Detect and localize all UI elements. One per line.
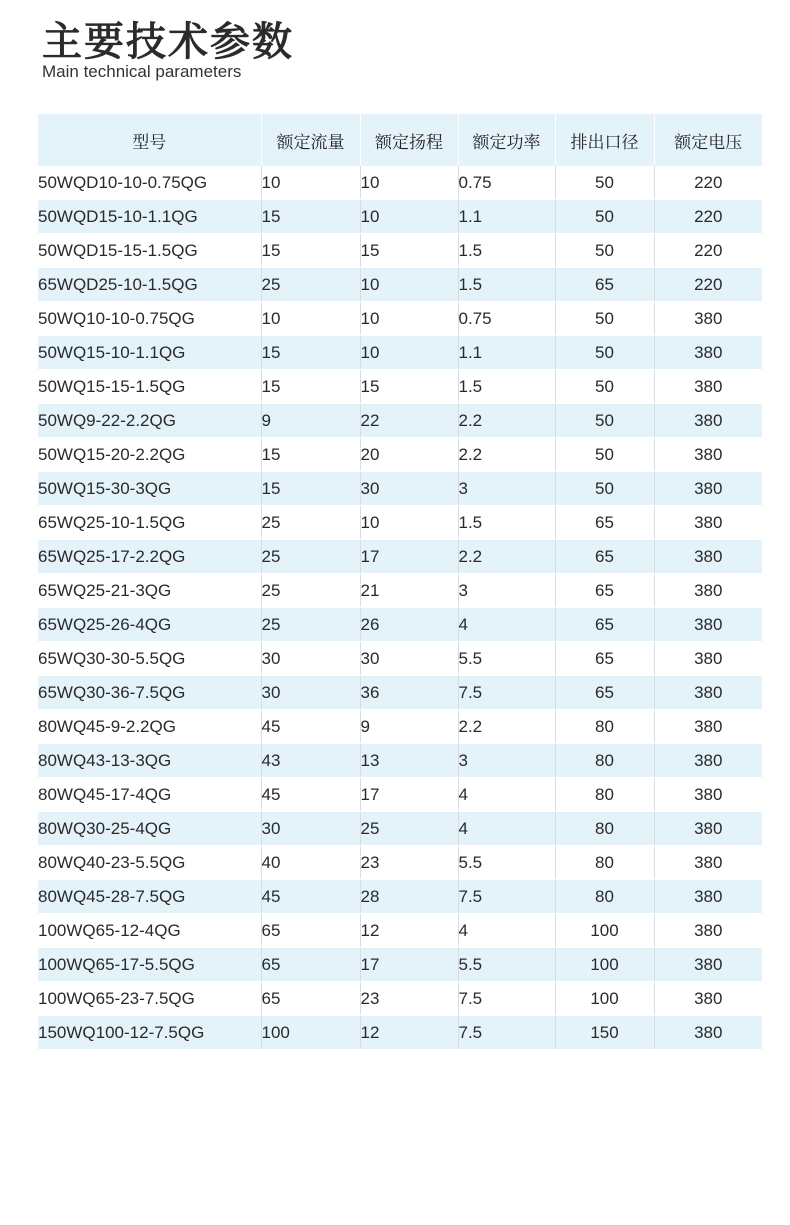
table-row: [38, 642, 762, 676]
model-cell: 50WQD15-15-1.5QG: [38, 234, 261, 268]
model-cell: 65WQ25-21-3QG: [38, 574, 261, 608]
table-row: [38, 234, 762, 268]
rated-flow-cell: 25: [261, 608, 360, 642]
column-header-rated-power: 额定功率: [458, 114, 555, 166]
rated-power-cell: 4: [458, 914, 555, 948]
table-header-row: [38, 114, 762, 166]
outlet-diameter-cell: 50: [555, 336, 654, 370]
model-cell: 50WQ15-20-2.2QG: [38, 438, 261, 472]
outlet-diameter-cell: 50: [555, 370, 654, 404]
rated-flow-cell: 65: [261, 914, 360, 948]
rated-voltage-cell: 380: [654, 438, 762, 472]
page-title: 主要技术参数: [42, 19, 294, 65]
rated-voltage-cell: 380: [654, 302, 762, 336]
rated-head-cell: 10: [360, 506, 458, 540]
column-header-model: 型号: [38, 114, 261, 166]
table-row: [38, 438, 762, 472]
rated-voltage-cell: 380: [654, 710, 762, 744]
rated-voltage-cell: 380: [654, 880, 762, 914]
outlet-diameter-cell: 80: [555, 744, 654, 778]
rated-flow-cell: 65: [261, 948, 360, 982]
outlet-diameter-cell: 100: [555, 914, 654, 948]
rated-voltage-cell: 380: [654, 642, 762, 676]
outlet-diameter-cell: 80: [555, 778, 654, 812]
rated-power-cell: 3: [458, 574, 555, 608]
rated-head-cell: 17: [360, 948, 458, 982]
model-cell: 80WQ30-25-4QG: [38, 812, 261, 846]
rated-flow-cell: 15: [261, 336, 360, 370]
rated-power-cell: 7.5: [458, 982, 555, 1016]
rated-power-cell: 4: [458, 608, 555, 642]
table-row: [38, 710, 762, 744]
rated-voltage-cell: 380: [654, 370, 762, 404]
rated-voltage-cell: 380: [654, 744, 762, 778]
rated-power-cell: 5.5: [458, 846, 555, 880]
rated-flow-cell: 15: [261, 234, 360, 268]
rated-voltage-cell: 380: [654, 846, 762, 880]
model-cell: 65WQ30-30-5.5QG: [38, 642, 261, 676]
rated-head-cell: 26: [360, 608, 458, 642]
rated-head-cell: 10: [360, 166, 458, 200]
model-cell: 50WQ15-15-1.5QG: [38, 370, 261, 404]
rated-head-cell: 17: [360, 540, 458, 574]
rated-voltage-cell: 380: [654, 404, 762, 438]
rated-flow-cell: 30: [261, 642, 360, 676]
table-row: [38, 404, 762, 438]
table-row: [38, 676, 762, 710]
model-cell: 80WQ45-9-2.2QG: [38, 710, 261, 744]
rated-head-cell: 15: [360, 370, 458, 404]
page-subtitle: Main technical parameters: [42, 62, 242, 81]
rated-head-cell: 22: [360, 404, 458, 438]
rated-voltage-cell: 380: [654, 982, 762, 1016]
model-cell: 50WQ15-30-3QG: [38, 472, 261, 506]
rated-power-cell: 3: [458, 472, 555, 506]
rated-power-cell: 3: [458, 744, 555, 778]
rated-power-cell: 7.5: [458, 1016, 555, 1050]
rated-power-cell: 1.1: [458, 200, 555, 234]
table-row: [38, 982, 762, 1016]
outlet-diameter-cell: 65: [555, 642, 654, 676]
rated-head-cell: 12: [360, 914, 458, 948]
rated-flow-cell: 30: [261, 812, 360, 846]
rated-flow-cell: 25: [261, 268, 360, 302]
outlet-diameter-cell: 50: [555, 166, 654, 200]
rated-voltage-cell: 380: [654, 336, 762, 370]
outlet-diameter-cell: 150: [555, 1016, 654, 1050]
rated-head-cell: 20: [360, 438, 458, 472]
rated-power-cell: 0.75: [458, 302, 555, 336]
outlet-diameter-cell: 65: [555, 574, 654, 608]
rated-head-cell: 10: [360, 200, 458, 234]
rated-power-cell: 1.5: [458, 506, 555, 540]
rated-flow-cell: 15: [261, 370, 360, 404]
rated-head-cell: 13: [360, 744, 458, 778]
outlet-diameter-cell: 50: [555, 472, 654, 506]
rated-power-cell: 4: [458, 778, 555, 812]
rated-power-cell: 7.5: [458, 880, 555, 914]
rated-head-cell: 28: [360, 880, 458, 914]
rated-flow-cell: 45: [261, 880, 360, 914]
rated-voltage-cell: 220: [654, 166, 762, 200]
rated-voltage-cell: 380: [654, 812, 762, 846]
model-cell: 65WQD25-10-1.5QG: [38, 268, 261, 302]
table-body: [38, 166, 762, 1050]
rated-head-cell: 23: [360, 982, 458, 1016]
table-row: [38, 744, 762, 778]
table-row: [38, 608, 762, 642]
table-row: [38, 948, 762, 982]
column-header-rated-flow: 额定流量: [261, 114, 360, 166]
model-cell: 80WQ40-23-5.5QG: [38, 846, 261, 880]
table-row: [38, 880, 762, 914]
table-row: [38, 200, 762, 234]
rated-head-cell: 23: [360, 846, 458, 880]
model-cell: 100WQ65-23-7.5QG: [38, 982, 261, 1016]
outlet-diameter-cell: 80: [555, 710, 654, 744]
column-header-outlet-diameter: 排出口径: [555, 114, 654, 166]
table-row: [38, 506, 762, 540]
rated-voltage-cell: 380: [654, 472, 762, 506]
rated-power-cell: 7.5: [458, 676, 555, 710]
rated-flow-cell: 10: [261, 166, 360, 200]
rated-power-cell: 1.1: [458, 336, 555, 370]
rated-flow-cell: 15: [261, 200, 360, 234]
model-cell: 80WQ45-17-4QG: [38, 778, 261, 812]
rated-head-cell: 25: [360, 812, 458, 846]
table-row: [38, 846, 762, 880]
model-cell: 50WQD15-10-1.1QG: [38, 200, 261, 234]
rated-power-cell: 2.2: [458, 438, 555, 472]
rated-power-cell: 1.5: [458, 370, 555, 404]
model-cell: 150WQ100-12-7.5QG: [38, 1016, 261, 1050]
table-row: [38, 812, 762, 846]
rated-head-cell: 17: [360, 778, 458, 812]
rated-power-cell: 2.2: [458, 404, 555, 438]
model-cell: 50WQ15-10-1.1QG: [38, 336, 261, 370]
table-row: [38, 268, 762, 302]
rated-flow-cell: 25: [261, 506, 360, 540]
outlet-diameter-cell: 80: [555, 812, 654, 846]
column-header-rated-voltage: 额定电压: [654, 114, 762, 166]
rated-voltage-cell: 380: [654, 574, 762, 608]
outlet-diameter-cell: 65: [555, 268, 654, 302]
rated-power-cell: 4: [458, 812, 555, 846]
outlet-diameter-cell: 100: [555, 948, 654, 982]
rated-power-cell: 5.5: [458, 642, 555, 676]
outlet-diameter-cell: 65: [555, 676, 654, 710]
table-row: [38, 336, 762, 370]
model-cell: 100WQ65-17-5.5QG: [38, 948, 261, 982]
rated-voltage-cell: 380: [654, 914, 762, 948]
rated-flow-cell: 65: [261, 982, 360, 1016]
outlet-diameter-cell: 65: [555, 540, 654, 574]
model-cell: 50WQ9-22-2.2QG: [38, 404, 261, 438]
rated-head-cell: 10: [360, 336, 458, 370]
rated-voltage-cell: 380: [654, 540, 762, 574]
rated-power-cell: 0.75: [458, 166, 555, 200]
outlet-diameter-cell: 50: [555, 404, 654, 438]
rated-power-cell: 5.5: [458, 948, 555, 982]
table-row: [38, 166, 762, 200]
rated-voltage-cell: 380: [654, 506, 762, 540]
table-row: [38, 778, 762, 812]
outlet-diameter-cell: 80: [555, 846, 654, 880]
table-row: [38, 914, 762, 948]
rated-flow-cell: 15: [261, 472, 360, 506]
rated-head-cell: 30: [360, 642, 458, 676]
outlet-diameter-cell: 50: [555, 302, 654, 336]
rated-head-cell: 21: [360, 574, 458, 608]
outlet-diameter-cell: 50: [555, 234, 654, 268]
outlet-diameter-cell: 65: [555, 506, 654, 540]
rated-voltage-cell: 220: [654, 200, 762, 234]
rated-voltage-cell: 380: [654, 948, 762, 982]
rated-voltage-cell: 380: [654, 676, 762, 710]
rated-flow-cell: 45: [261, 778, 360, 812]
model-cell: 80WQ43-13-3QG: [38, 744, 261, 778]
rated-head-cell: 36: [360, 676, 458, 710]
rated-head-cell: 30: [360, 472, 458, 506]
table-row: [38, 370, 762, 404]
rated-flow-cell: 25: [261, 540, 360, 574]
rated-flow-cell: 43: [261, 744, 360, 778]
table-row: [38, 540, 762, 574]
outlet-diameter-cell: 65: [555, 608, 654, 642]
model-cell: 65WQ30-36-7.5QG: [38, 676, 261, 710]
rated-head-cell: 10: [360, 302, 458, 336]
rated-head-cell: 9: [360, 710, 458, 744]
rated-power-cell: 1.5: [458, 268, 555, 302]
outlet-diameter-cell: 100: [555, 982, 654, 1016]
outlet-diameter-cell: 80: [555, 880, 654, 914]
model-cell: 65WQ25-10-1.5QG: [38, 506, 261, 540]
rated-power-cell: 1.5: [458, 234, 555, 268]
model-cell: 65WQ25-26-4QG: [38, 608, 261, 642]
model-cell: 50WQ10-10-0.75QG: [38, 302, 261, 336]
model-cell: 65WQ25-17-2.2QG: [38, 540, 261, 574]
outlet-diameter-cell: 50: [555, 200, 654, 234]
model-cell: 50WQD10-10-0.75QG: [38, 166, 261, 200]
rated-voltage-cell: 220: [654, 234, 762, 268]
rated-voltage-cell: 380: [654, 1016, 762, 1050]
rated-flow-cell: 40: [261, 846, 360, 880]
rated-flow-cell: 30: [261, 676, 360, 710]
rated-voltage-cell: 380: [654, 778, 762, 812]
parameters-table: [38, 114, 762, 1050]
rated-voltage-cell: 380: [654, 608, 762, 642]
rated-head-cell: 10: [360, 268, 458, 302]
rated-head-cell: 12: [360, 1016, 458, 1050]
rated-flow-cell: 10: [261, 302, 360, 336]
rated-head-cell: 15: [360, 234, 458, 268]
model-cell: 80WQ45-28-7.5QG: [38, 880, 261, 914]
table-row: [38, 472, 762, 506]
rated-voltage-cell: 220: [654, 268, 762, 302]
rated-flow-cell: 45: [261, 710, 360, 744]
table-row: [38, 1016, 762, 1050]
model-cell: 100WQ65-12-4QG: [38, 914, 261, 948]
rated-flow-cell: 100: [261, 1016, 360, 1050]
rated-power-cell: 2.2: [458, 540, 555, 574]
table-row: [38, 574, 762, 608]
column-header-rated-head: 额定扬程: [360, 114, 458, 166]
rated-flow-cell: 9: [261, 404, 360, 438]
rated-power-cell: 2.2: [458, 710, 555, 744]
outlet-diameter-cell: 50: [555, 438, 654, 472]
rated-flow-cell: 25: [261, 574, 360, 608]
rated-flow-cell: 15: [261, 438, 360, 472]
table-row: [38, 302, 762, 336]
